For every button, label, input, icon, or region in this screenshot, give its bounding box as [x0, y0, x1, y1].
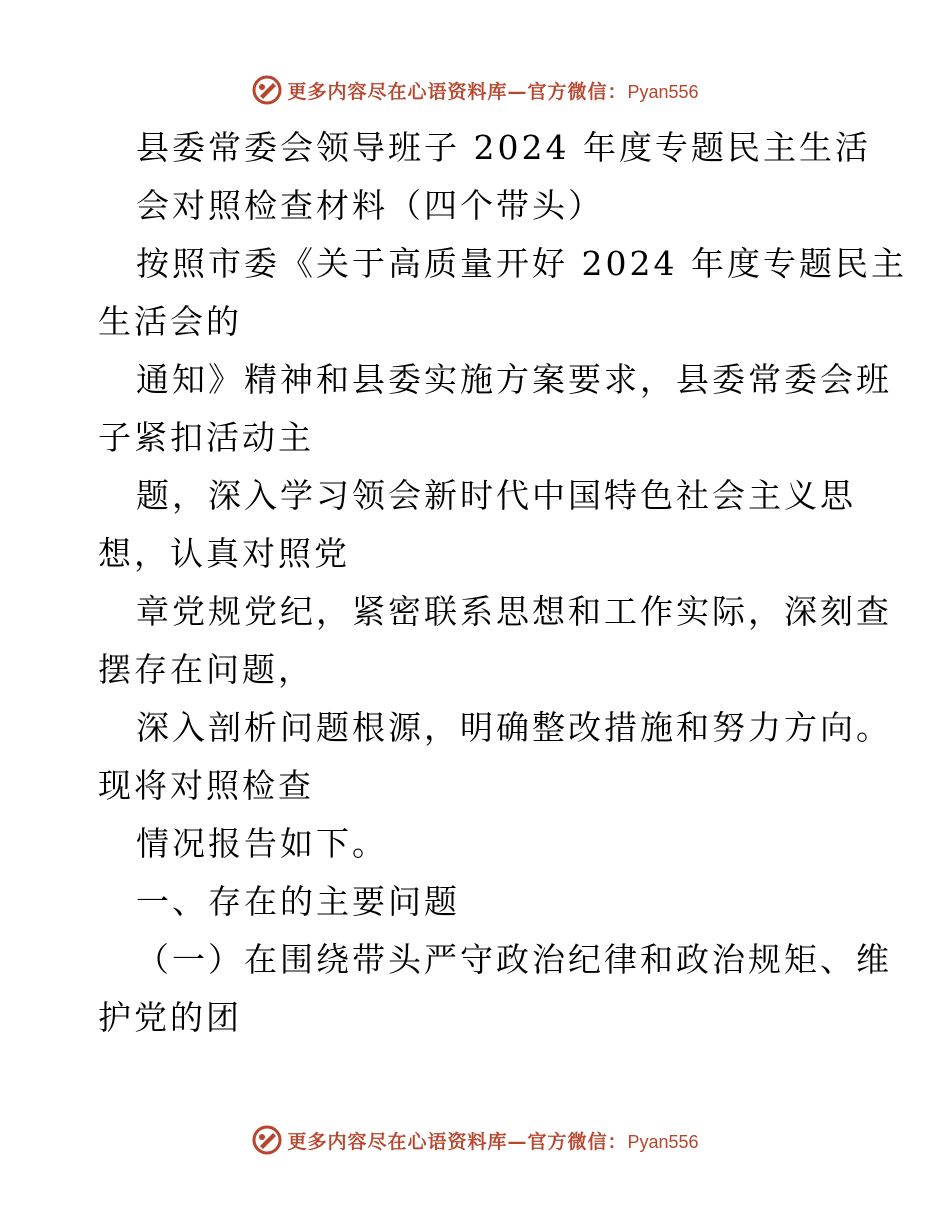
body-line: 生活会的 [98, 302, 242, 341]
body-line: 想，认真对照党 [98, 534, 350, 573]
body-line: 现将对照检查 [98, 766, 314, 805]
watermark-wechat-id: Pyan556 [627, 81, 699, 102]
body-line: 按照市委《关于高质量开好 2024 年度专题民主 [136, 244, 907, 283]
body-line: 题，深入学习领会新时代中国特色社会主义思 [136, 476, 856, 515]
body-line: 章党规党纪，紧密联系思想和工作实际，深刻查 [136, 592, 892, 631]
body-line: 深入剖析问题根源，明确整改措施和努力方向。 [136, 708, 892, 747]
body-line: 子紧扣活动主 [98, 418, 314, 457]
subsection-heading: （一）在围绕带头严守政治纪律和政治规矩、维 [136, 940, 892, 979]
doc-title-line-2: 会对照检查材料（四个带头） [136, 186, 604, 225]
watermark-text: 更多内容尽在心语资料库—官方微信： [287, 1130, 628, 1153]
logo-icon [251, 1124, 283, 1156]
body-line: 摆存在问题， [98, 650, 314, 689]
watermark-text: 更多内容尽在心语资料库—官方微信： [287, 80, 628, 103]
watermark-footer [0, 1122, 950, 1158]
body-line: 通知》精神和县委实施方案要求，县委常委会班 [136, 360, 892, 399]
watermark-wechat-id: Pyan556 [627, 1131, 699, 1152]
logo-icon [251, 74, 283, 106]
body-line: 护党的团 [98, 998, 242, 1037]
body-line: 情况报告如下。 [136, 824, 388, 863]
doc-title-line-1: 县委常委会领导班子 2024 年度专题民主生活 [136, 128, 871, 167]
watermark-header [0, 72, 950, 108]
section-heading: 一、存在的主要问题 [136, 882, 460, 921]
